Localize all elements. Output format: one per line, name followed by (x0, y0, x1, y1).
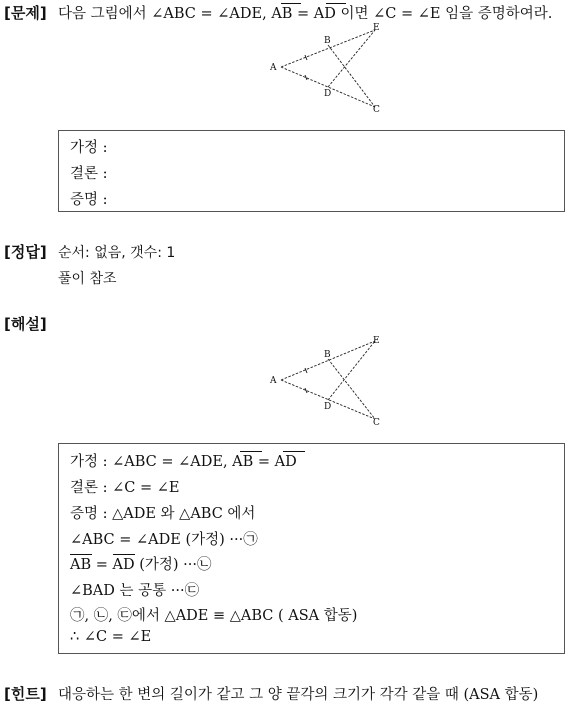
fig1-label-e: E (373, 23, 380, 33)
fig1-label-d: D (324, 89, 332, 99)
proof-overline-ab-2 (70, 554, 92, 555)
fig1-label-a: A (270, 63, 277, 73)
proof-overline-ab-1 (240, 451, 262, 452)
proof-step-2: AB = AD (가정) ···㉡ (70, 557, 212, 573)
answer-reference: 풀이 참조 (58, 271, 117, 287)
fig1-label-c: C (373, 105, 380, 115)
answer-order-count: 순서: 없음, 갯수: 1 (58, 245, 176, 261)
hint-tag: [힌트] (4, 685, 47, 703)
problem-answer-box (58, 130, 565, 212)
explanation-proof-box (58, 443, 565, 654)
fig1-label-b: B (324, 36, 331, 46)
proof-step-3: ∠BAD 는 공통 ···㉢ (70, 583, 200, 599)
fig2-label-b: B (324, 350, 331, 360)
answer-tag: [정답] (4, 243, 47, 261)
overline-ad (326, 3, 346, 4)
proof-overline-ad-1 (283, 451, 305, 452)
problem-tag: [문제] (4, 4, 47, 22)
problem-figure (262, 20, 387, 115)
fig2-label-e: E (373, 336, 380, 346)
proof-assumption: 가정 : ∠ABC = ∠ADE, AB = AD (70, 454, 297, 470)
problem-conclusion-label: 결론 : (70, 166, 108, 182)
fig2-label-c: C (373, 418, 380, 428)
problem-statement: 다음 그림에서 ∠ABC = ∠ADE, AB = AD 이면 ∠C = ∠E 임을 증명하여라. (58, 6, 553, 22)
fig2-label-a: A (270, 376, 277, 386)
problem-proof-label: 증명 : (70, 192, 108, 208)
problem-assumption-label: 가정 : (70, 140, 108, 156)
proof-step-4: ㉠, ㉡, ㉢에서 △ADE ≡ △ABC ( ASA 합동) (70, 608, 358, 624)
hint-text: 대응하는 한 변의 길이가 같고 그 양 끝각의 크기가 각각 같을 때 (ASA 합동) (58, 687, 539, 703)
explanation-figure (262, 334, 387, 429)
fig2-label-d: D (324, 402, 332, 412)
proof-therefore: ∴ ∠C = ∠E (70, 629, 152, 645)
proof-conclusion: 결론 : ∠C = ∠E (70, 480, 180, 496)
overline-ab (281, 3, 301, 4)
proof-overline-ad-2 (113, 554, 135, 555)
proof-step-1: ∠ABC = ∠ADE (가정) ···㉠ (70, 532, 258, 548)
explanation-tag: [해설] (4, 315, 47, 333)
proof-intro: 증명 : △ADE 와 △ABC 에서 (70, 506, 256, 522)
